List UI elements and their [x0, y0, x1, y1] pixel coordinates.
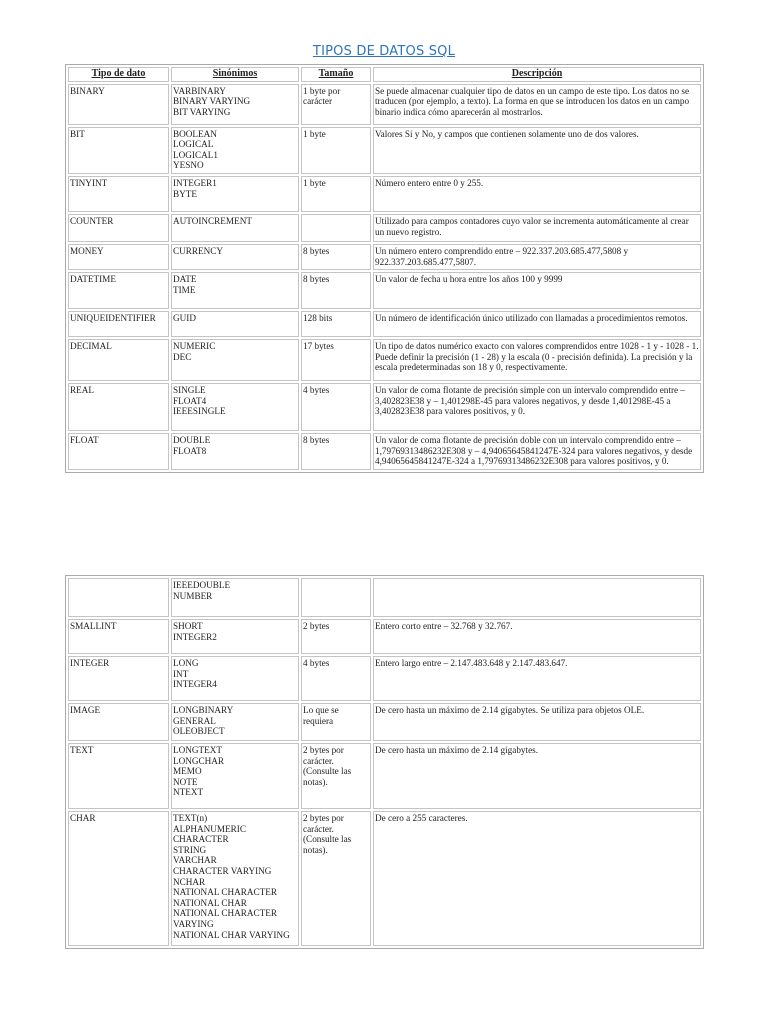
sinonimo: BINARY VARYING: [173, 96, 251, 107]
cell-tamano: 1 byte: [301, 176, 371, 212]
sinonimo: CHARACTER: [173, 834, 229, 845]
sinonimo: NUMERIC: [173, 341, 216, 352]
page-title: TIPOS DE DATOS SQL: [312, 44, 456, 59]
sinonimo: NATIONAL CHAR: [173, 897, 247, 908]
sinonimo: IEEEDOUBLE: [173, 580, 231, 590]
cell-tamano: 8 bytes: [301, 244, 371, 270]
cell-tipo: IMAGE: [68, 703, 169, 741]
sinonimo: BOOLEAN: [173, 128, 217, 139]
cell-tamano: 2 bytes: [301, 619, 371, 654]
sinonimo: INTEGER1: [173, 177, 217, 188]
sinonimo: LONGBINARY: [173, 705, 234, 715]
table-row: [68, 811, 701, 946]
cell-tamano: 8 bytes: [301, 272, 371, 309]
sinonimo: DATE: [173, 274, 197, 285]
sinonimo: SINGLE: [173, 385, 206, 396]
cell-tipo: DECIMAL: [68, 339, 169, 381]
cell-descripcion: Un valor de coma flotante de precisión doble con un intervalo comprendido entre – 1,79769313486232E308 y – 4,94065645841247E-324 para valores negativos, y desde 4,94065645841247E-324 a 1,79769313486232E308 para valores positivos, y 0.: [373, 433, 701, 470]
sinonimo: VARYING: [173, 918, 214, 929]
cell-tamano: 8 bytes: [301, 433, 371, 470]
cell-tamano: 4 bytes: [301, 383, 371, 431]
sinonimo: INTEGER2: [173, 631, 217, 642]
cell-sinonimos: [171, 339, 299, 381]
cell-sinonimos: [171, 127, 299, 174]
sinonimo: LOGICAL1: [173, 149, 218, 160]
cell-descripcion: De cero a 255 caracteres.: [373, 811, 701, 946]
cell-descripcion: Un tipo de datos numérico exacto con valores comprendidos entre 1028 - 1 y - 1028 - 1. Puede definir la precisión (1 - 28) y la escala (0 - precisión definida). La precisión y la escala predeterminadas son 18 y 0, respectivamente.: [373, 339, 701, 381]
sinonimo: YESNO: [173, 160, 204, 171]
cell-sinonimos: [171, 176, 299, 212]
sinonimo: FLOAT8: [173, 445, 207, 456]
sinonimo: DEC: [173, 351, 192, 362]
cell-sinonimos: [171, 656, 299, 701]
table-row: [68, 433, 701, 470]
cell-descripcion: Un número de identificación único utilizado con llamadas a procedimientos remotos.: [373, 311, 701, 337]
table-row: [68, 383, 701, 431]
table-body-1: [68, 84, 701, 470]
data-types-table: [65, 64, 704, 473]
cell-sinonimos: [171, 703, 299, 741]
sinonimo: IEEESINGLE: [173, 406, 226, 417]
cell-descripcion: Se puede almacenar cualquier tipo de datos en un campo de este tipo. Los datos no se traducen (por ejemplo, a texto). La forma en que se introducen los datos en un campo binario indica cómo aparecerán al mostrarlos.: [373, 84, 701, 125]
sinonimo: MEMO: [173, 766, 202, 777]
sinonimo: SHORT: [173, 621, 203, 631]
cell-sinonimos: [171, 619, 299, 654]
cell-descripcion: Un valor de coma flotante de precisión simple con un intervalo comprendido entre – 3,402823E38 y – 1,401298E-45 para valores negativos, y desde 1,401298E-45 a 3,402823E38 para valores positivos, y 0.: [373, 383, 701, 431]
cell-tipo: COUNTER: [68, 214, 169, 242]
sinonimo: CURRENCY: [173, 245, 224, 256]
sinonimo: TIME: [173, 284, 196, 295]
cell-tamano: [301, 214, 371, 242]
sinonimo: FLOAT4: [173, 395, 207, 406]
sinonimo: NATIONAL CHARACTER: [173, 887, 278, 898]
sinonimo: BIT VARYING: [173, 106, 231, 117]
cell-descripcion: Número entero entre 0 y 255.: [373, 176, 701, 212]
sinonimo: NTEXT: [173, 787, 204, 798]
table-row: [68, 214, 701, 242]
header-descripcion: Descripción: [373, 67, 701, 82]
sinonimo: ALPHANUMERIC: [173, 823, 246, 834]
sinonimo: NATIONAL CHAR VARYING: [173, 929, 290, 940]
table-row: [68, 619, 701, 654]
sinonimo: INT: [173, 668, 189, 679]
cell-descripcion: Utilizado para campos contadores cuyo valor se incrementa automáticamente al crear un nuevo registro.: [373, 214, 701, 242]
header-sinonimos: Sinónimos: [171, 67, 299, 82]
cell-tamano: 4 bytes: [301, 656, 371, 701]
cell-tipo: BINARY: [68, 84, 169, 125]
cell-tipo: [68, 578, 169, 617]
sinonimo: NUMBER: [173, 590, 213, 601]
header-tipo: Tipo de dato: [68, 67, 169, 82]
sinonimo: AUTOINCREMENT: [173, 215, 252, 226]
table-row: [68, 656, 701, 701]
table-body-2: [68, 578, 701, 946]
sinonimo: NATIONAL CHARACTER: [173, 908, 278, 919]
sinonimo: NOTE: [173, 776, 198, 787]
sinonimo: VARCHAR: [173, 855, 217, 866]
cell-descripcion: [373, 578, 701, 617]
cell-tipo: CHAR: [68, 811, 169, 946]
cell-descripcion: Entero largo entre – 2.147.483.648 y 2.147.483.647.: [373, 656, 701, 701]
table-row: [68, 311, 701, 337]
table-row: [68, 127, 701, 174]
sinonimo: GUID: [173, 313, 196, 324]
cell-sinonimos: [171, 84, 299, 125]
sinonimo: TEXT(n): [173, 813, 208, 823]
cell-tamano: 1 byte: [301, 127, 371, 174]
cell-tipo: INTEGER: [68, 656, 169, 701]
cell-descripcion: De cero hasta un máximo de 2.14 gigabytes. Se utiliza para objetos OLE.: [373, 703, 701, 741]
sinonimo: LONGCHAR: [173, 755, 225, 766]
cell-tipo: BIT: [68, 127, 169, 174]
sinonimo: NCHAR: [173, 876, 206, 887]
cell-tipo: FLOAT: [68, 433, 169, 470]
cell-sinonimos: [171, 244, 299, 270]
table-row: [68, 339, 701, 381]
cell-sinonimos: [171, 433, 299, 470]
sinonimo: CHARACTER VARYING: [173, 865, 272, 876]
cell-tipo: TEXT: [68, 743, 169, 809]
cell-descripcion: Valores Sí y No, y campos que contienen solamente uno de dos valores.: [373, 127, 701, 174]
cell-sinonimos: [171, 214, 299, 242]
cell-sinonimos: [171, 578, 299, 617]
cell-tipo: DATETIME: [68, 272, 169, 309]
sinonimo: STRING: [173, 844, 207, 855]
cell-tamano: 128 bits: [301, 311, 371, 337]
sinonimo: BYTE: [173, 188, 197, 199]
cell-tamano: Lo que se requiera: [301, 703, 371, 741]
table-row: [68, 703, 701, 741]
sinonimo: OLEOBJECT: [173, 726, 225, 737]
cell-sinonimos: [171, 743, 299, 809]
sinonimo: LONGTEXT: [173, 745, 222, 755]
cell-tamano: 1 byte por carácter: [301, 84, 371, 125]
table-row: [68, 578, 701, 617]
header-tamano: Tamaño: [301, 67, 371, 82]
cell-descripcion: Un número entero comprendido entre – 922.337.203.685.477,5808 y 922.337.203.685.477,5807.: [373, 244, 701, 270]
table-row: [68, 244, 701, 270]
cell-sinonimos: [171, 311, 299, 337]
sinonimo: DOUBLE: [173, 435, 211, 446]
cell-descripcion: De cero hasta un máximo de 2.14 gigabytes.: [373, 743, 701, 809]
cell-descripcion: Un valor de fecha u hora entre los años 100 y 9999: [373, 272, 701, 309]
sinonimo: LOGICAL: [173, 139, 214, 150]
table-row: [68, 84, 701, 125]
sinonimo: VARBINARY: [173, 85, 226, 96]
cell-tamano: 2 bytes por carácter. (Consulte las notas).: [301, 811, 371, 946]
table-row: [68, 176, 701, 212]
table-row: [68, 272, 701, 309]
cell-sinonimos: [171, 811, 299, 946]
cell-tamano: 2 bytes por carácter. (Consulte las notas).: [301, 743, 371, 809]
cell-tipo: UNIQUEIDENTIFIER: [68, 311, 169, 337]
sinonimo: GENERAL: [173, 715, 216, 726]
cell-sinonimos: [171, 383, 299, 431]
cell-tipo: REAL: [68, 383, 169, 431]
sinonimo: INTEGER4: [173, 679, 217, 690]
sinonimo: LONG: [173, 658, 199, 668]
cell-sinonimos: [171, 272, 299, 309]
cell-descripcion: Entero corto entre – 32.768 y 32.767.: [373, 619, 701, 654]
data-types-table-continued: [65, 575, 704, 949]
table-header-row: [68, 67, 701, 82]
cell-tamano: [301, 578, 371, 617]
cell-tipo: SMALLINT: [68, 619, 169, 654]
table-row: [68, 743, 701, 809]
cell-tipo: MONEY: [68, 244, 169, 270]
cell-tamano: 17 bytes: [301, 339, 371, 381]
cell-tipo: TINYINT: [68, 176, 169, 212]
